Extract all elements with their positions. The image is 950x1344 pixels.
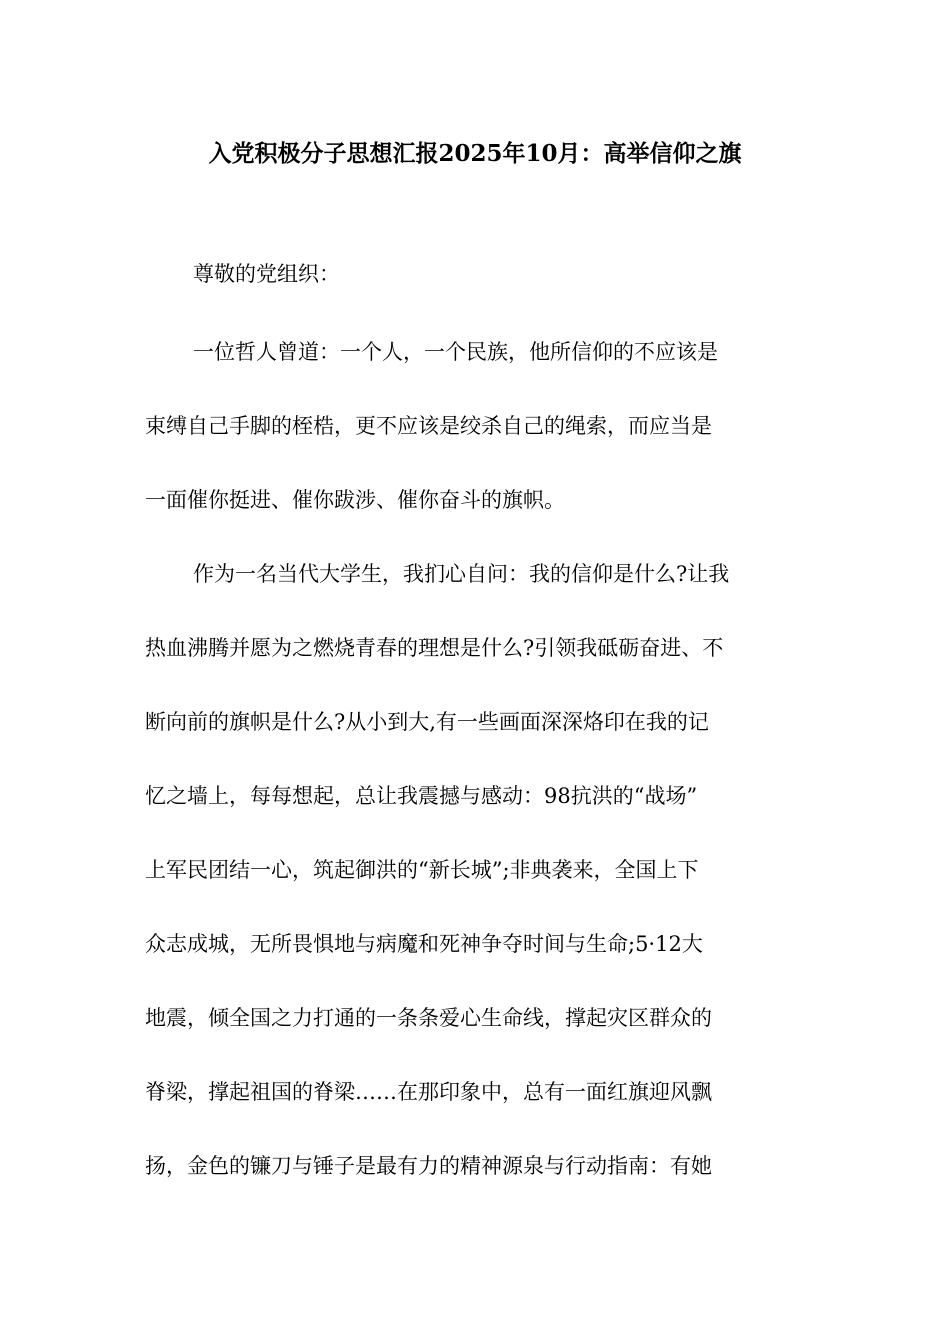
paragraph-line: 作为一名当代大学生，我扪心自问：我的信仰是什么?让我 [193,562,730,586]
paragraph-line: 断向前的旗帜是什么?从小到大,有一些画面深深烙印在我的记 [145,710,709,734]
paragraph-line: 忆之墙上，每每想起，总让我震撼与感动：98抗洪的“战场” [145,784,698,808]
paragraph-line: 扬，金色的镰刀与锤子是最有力的精神源泉与行动指南：有她 [145,1154,712,1178]
paragraph-line: 束缚自己手脚的桎梏，更不应该是绞杀自己的绳索，而应当是 [145,414,712,438]
paragraph-line: 上军民团结一心，筑起御洪的“新长城”;非典袭来，全国上下 [145,858,699,882]
paragraph-line: 热血沸腾并愿为之燃烧青春的理想是什么?引领我砥砺奋进、不 [145,636,724,660]
document-title: 入党积极分子思想汇报2025年10月：高举信仰之旗 [208,140,742,167]
paragraph-line: 地震，倾全国之力打通的一条条爱心生命线，撑起灾区群众的 [145,1006,712,1030]
paragraph-line: 一面催你挺进、催你跋涉、催你奋斗的旗帜。 [145,488,565,512]
paragraph-line: 众志成城，无所畏惧地与病魔和死神争夺时间与生命;5·12大 [145,932,703,956]
salutation: 尊敬的党组织： [193,262,340,286]
paragraph-line: 一位哲人曾道：一个人，一个民族，他所信仰的不应该是 [193,340,718,364]
paragraph-line: 脊梁，撑起祖国的脊梁……在那印象中，总有一面红旗迎风飘 [145,1080,712,1104]
